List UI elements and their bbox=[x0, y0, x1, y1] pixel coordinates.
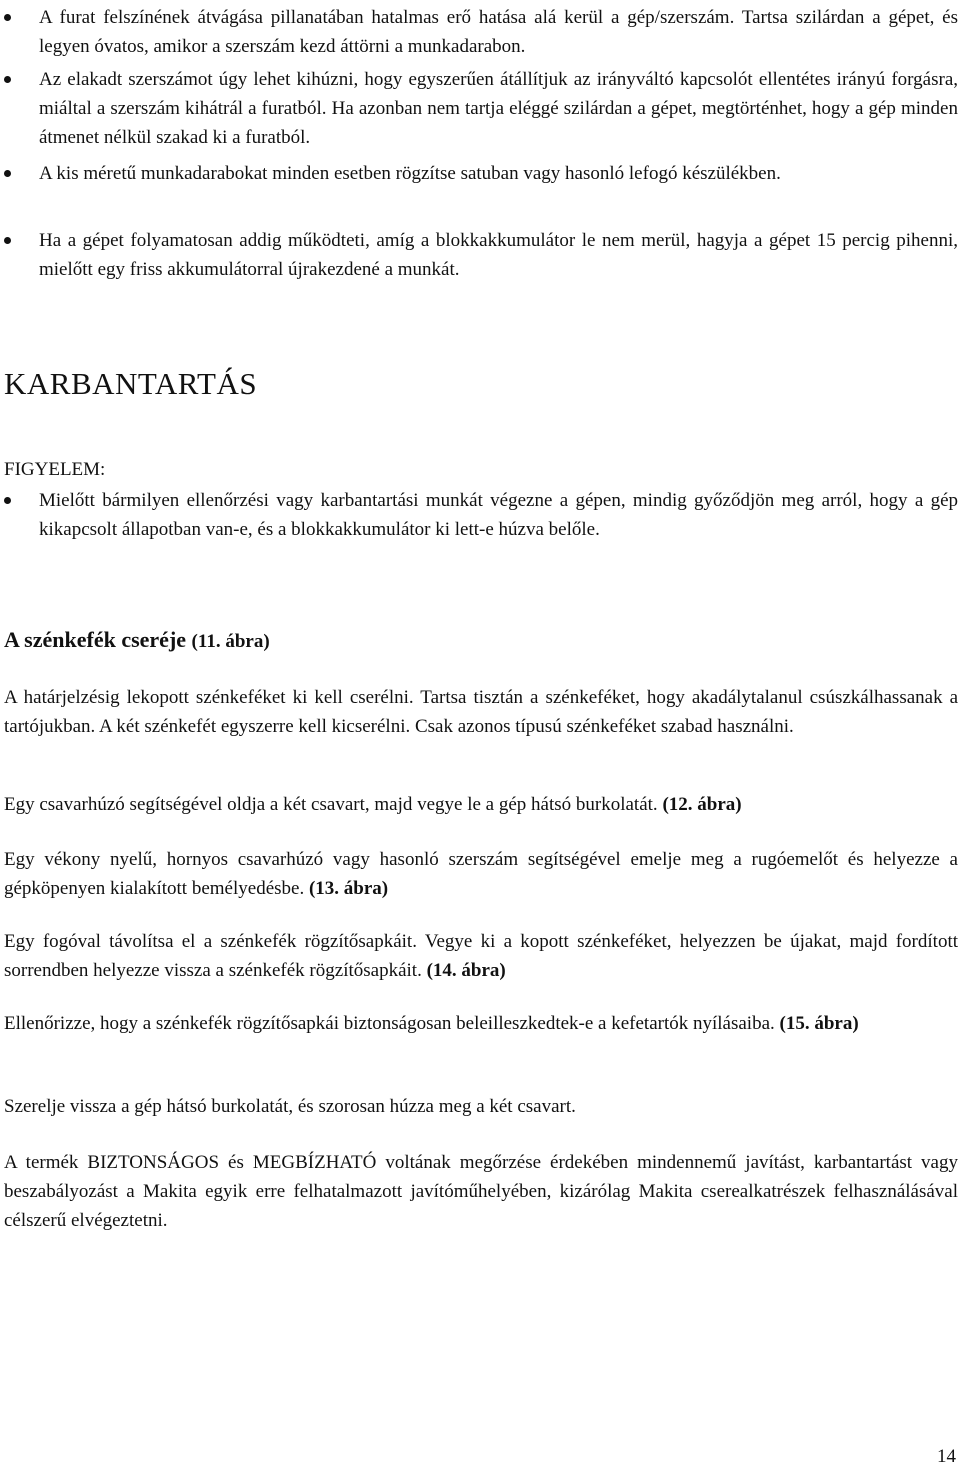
paragraph bbox=[4, 790, 958, 819]
figure-ref: (11. ábra) bbox=[191, 631, 270, 652]
bullet-text: A kis méretű munkadarabokat minden esetben rögzítse satuban vagy hasonló lefogó készülékben. bbox=[39, 163, 781, 184]
paragraph bbox=[4, 683, 958, 741]
paragraph-text: Szerelje vissza a gép hátsó burkolatát, és szorosan húzza meg a két csavart. bbox=[4, 1096, 576, 1117]
paragraph-text: Egy vékony nyelű, hornyos csavarhúzó vagy hasonló szerszám segítségével emelje meg a rugóemelőt és helyezze a gépköpenyen kialakított bemélyedésbe. bbox=[4, 849, 958, 899]
bullet-text: Ha a gépet folyamatosan addig működteti, amíg a blokkakkumulátor le nem merül, hagyja a gépet 15 percig pihenni, mielőtt egy friss akkumulátorral újrakezdené a munkát. bbox=[39, 230, 958, 280]
paragraph bbox=[4, 1092, 958, 1121]
list-item bbox=[4, 3, 958, 61]
paragraph-text: A termék BIZTONSÁGOS és MEGBÍZHATÓ voltának megőrzése érdekében mindennemű javítást, karbantartást vagy beszabályozást a Makita egyik erre felhatalmazott javítóműhelyében, kizárólag Makita cserealkatrészek felhasználásával célszerű elvégeztetni. bbox=[4, 1152, 958, 1231]
bullet-text: Az elakadt szerszámot úgy lehet kihúzni, hogy egyszerűen átállítjuk az irányváltó kapcsolót ellentétes irányú forgásra, miáltal a szerszám kihátrál a furatból. Ha azonban nem tartja eléggé szilárdan a gépet, megtörténhet, hogy a gép minden átmenet nélkül szakad ki a furatból. bbox=[39, 69, 958, 148]
warning-item bbox=[4, 486, 958, 544]
warning-label: FIGYELEM: bbox=[4, 459, 106, 480]
figure-ref: (15. ábra) bbox=[779, 1013, 859, 1034]
paragraph-text: Egy fogóval távolítsa el a szénkefék rögzítősapkáit. Vegye ki a kopott szénkeféket, helyezzen be újakat, majd fordított sorrendben helyezze vissza a szénkefék rögzítősapkáit. bbox=[4, 931, 958, 981]
paragraph bbox=[4, 927, 958, 985]
bullet-icon bbox=[4, 76, 11, 83]
bullet-icon bbox=[4, 497, 11, 504]
list-item bbox=[4, 226, 958, 284]
subheading-title: A szénkefék cseréje bbox=[4, 627, 187, 652]
page-number: 14 bbox=[937, 1446, 956, 1467]
paragraph-text: A határjelzésig lekopott szénkeféket ki kell cserélni. Tartsa tisztán a szénkeféket, hogy akadálytalanul csúszkálhassanak a tartójukban. A két szénkefét egyszerre kell kicserélni. Csak azonos típusú szénkeféket szabad használni. bbox=[4, 687, 958, 737]
bullet-icon bbox=[4, 237, 11, 244]
paragraph bbox=[4, 1148, 958, 1235]
figure-ref: (14. ábra) bbox=[426, 960, 506, 981]
list-item bbox=[4, 65, 958, 152]
bullet-icon bbox=[4, 170, 11, 177]
warning-text: Mielőtt bármilyen ellenőrzési vagy karbantartási munkát végezne a gépen, mindig győződjön meg arról, hogy a gép kikapcsolt állapotban van-e, és a blokkakkumulátor ki lett-e húzva belőle. bbox=[39, 490, 958, 540]
section-title: KARBANTARTÁS bbox=[4, 366, 258, 401]
paragraph-text: Ellenőrizze, hogy a szénkefék rögzítősapkái biztonságosan beleilleszkedtek-e a kefetartók nyílásaiba. bbox=[4, 1013, 775, 1034]
bullet-text: A furat felszínének átvágása pillanatában hatalmas erő hatása alá kerül a gép/szerszám. Tartsa szilárdan a gépet, és legyen óvatos, amikor a szerszám kezd áttörni a munkadarabon. bbox=[39, 7, 958, 57]
figure-ref: (12. ábra) bbox=[662, 794, 742, 815]
subheading bbox=[4, 625, 958, 656]
list-item bbox=[4, 159, 958, 188]
paragraph bbox=[4, 1009, 958, 1038]
bullet-icon bbox=[4, 14, 11, 21]
paragraph-text: Egy csavarhúzó segítségével oldja a két csavart, majd vegye le a gép hátsó burkolatát. bbox=[4, 794, 658, 815]
paragraph bbox=[4, 845, 958, 903]
figure-ref: (13. ábra) bbox=[308, 878, 389, 899]
